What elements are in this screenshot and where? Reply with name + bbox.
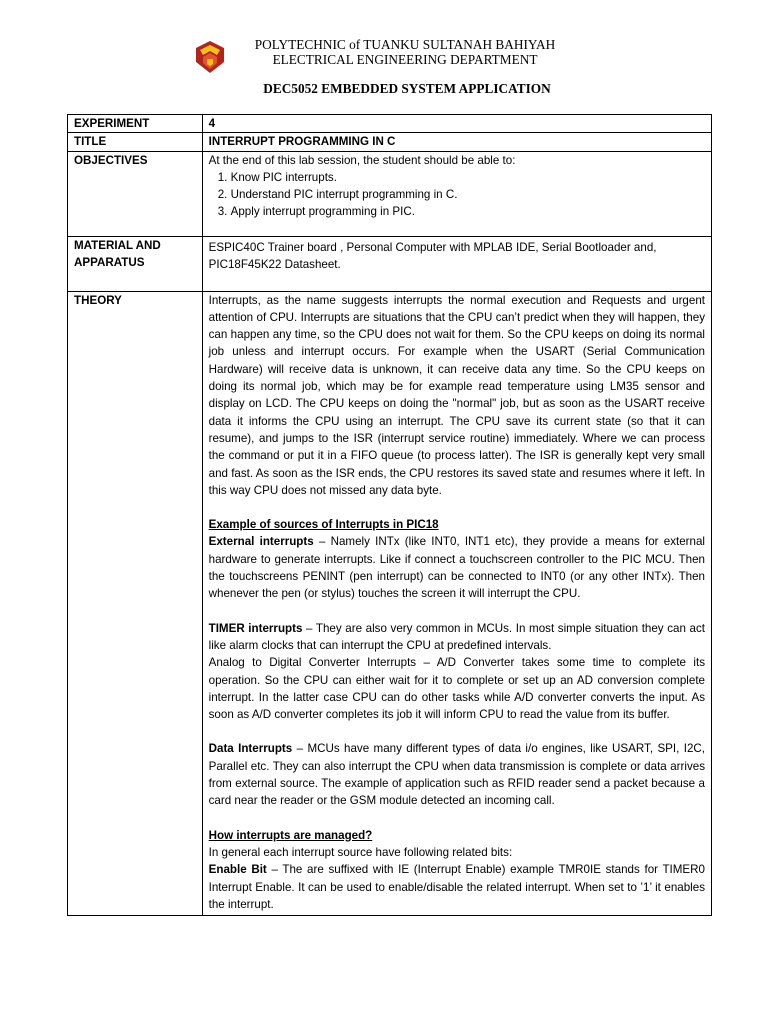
objectives-row: [68, 151, 712, 236]
enable-bit-paragraph: [209, 861, 705, 913]
enable-bit-text: – The are suffixed with IE (Interrupt Enable) example TMR0IE stands for TIMER0 Interrupt Enable. It can be used to enable/disable the related interrupt. When set to ’1’ it enables the interrupt.: [208, 863, 705, 911]
document-header: [0, 0, 768, 110]
objective-item: 1. Know PIC interrupts.: [231, 169, 705, 186]
lab-sheet-table: [67, 114, 712, 916]
polytechnic-logo: [191, 38, 229, 76]
material-value: ESPIC40C Trainer board , Personal Computer with MPLAB IDE, Serial Bootloader and, PIC18F45K22 Datasheet.: [202, 236, 711, 291]
theory-row: [68, 291, 712, 916]
sources-heading: Example of sources of Interrupts in PIC18: [208, 518, 439, 532]
objectives-value: [202, 151, 711, 236]
enable-bit-lead: Enable Bit: [208, 863, 267, 877]
institution-name: POLYTECHNIC of TUANKU SULTANAH BAHIYAH: [254, 37, 556, 52]
managed-heading: How interrupts are managed?: [208, 828, 373, 842]
external-interrupts-paragraph: [209, 533, 705, 602]
managed-intro: In general each interrupt source have following related bits:: [208, 845, 513, 859]
theory-value: [202, 291, 711, 916]
data-interrupts-lead: Data Interrupts: [208, 742, 293, 756]
experiment-row: [68, 115, 712, 133]
title-row: [68, 133, 712, 151]
title-label: TITLE: [68, 133, 203, 151]
timer-interrupts-text: – They are also very common in MCUs. In most simple situation they can act like alarm clocks that can interrupt the CPU at predefined intervals.: [208, 621, 705, 652]
objective-item: 3. Apply interrupt programming in PIC.: [231, 203, 705, 220]
objectives-intro: At the end of this lab session, the student should be able to:: [208, 153, 516, 167]
department-name: ELECTRICAL ENGINEERING DEPARTMENT: [272, 52, 538, 67]
data-interrupts-text: – MCUs have many different types of data i/o engines, like USART, SPI, I2C, Parallel etc. They can also interrupt the CPU when data transmission is complete or data arrives from external source. The example of application such as RFID reader send a packet because a card near the reader or the GSM module detected an incoming call.: [208, 742, 705, 808]
experiment-label: EXPERIMENT: [68, 115, 203, 133]
title-value: INTERRUPT PROGRAMMING IN C: [202, 133, 711, 151]
timer-interrupts-lead: TIMER interrupts: [208, 621, 303, 635]
objectives-label: OBJECTIVES: [68, 151, 203, 236]
data-interrupts-paragraph: [209, 740, 705, 809]
external-interrupts-lead: External interrupts: [208, 535, 314, 549]
objectives-list: [209, 169, 705, 221]
material-row: [68, 236, 712, 291]
experiment-value: 4: [202, 115, 711, 133]
timer-interrupts-paragraph: [209, 620, 705, 655]
theory-intro-paragraph: Interrupts, as the name suggests interrupts the normal execution and Requests and urgent attention of CPU. Interrupts are situations that the CPU can’t predict when they will happen, they can happen any time, so the CPU does not wait for them. So the CPU keeps on doing its normal job unless and interrupt occurs. For example when the USART (Serial Communication Hardware) will receive data is unknown, it can receive data any time. So the CPU keeps on doing its normal job, which may be for example read temperature using LM35 sensor and display on LCD. The CPU keeps on doing the "normal" job, but as soon as the USART receive data it informs the CPU using an interrupt. The CPU save its current state (so that it can resume), and jumps to the ISR (interrupt service routine) immediately. Where we can process the command or put it in a FIFO queue (to process latter). The ISR is generally kept very small and fast. As soon as the ISR ends, the CPU restores its saved state and resumes where it left. In this way CPU does not missed any data byte.: [208, 293, 705, 497]
adc-interrupts-paragraph: Analog to Digital Converter Interrupts – A/D Converter takes some time to complete its operation. So the CPU can either wait for it to complete or set up an AD conversion complete interrupt. In the latter case CPU can do other tasks while A/D converter converts the input. As soon as A/D converter completes its job it will inform CPU to read the value from its buffer.: [208, 656, 705, 722]
theory-label: THEORY: [68, 291, 203, 916]
objective-item: 2. Understand PIC interrupt programming in C.: [231, 186, 705, 203]
course-title: DEC5052 EMBEDDED SYSTEM APPLICATION: [263, 81, 551, 96]
institution-block: [250, 37, 560, 67]
external-interrupts-text: – Namely INTx (like INT0, INT1 etc), they provide a means for external hardware to generate interrupts. Like if connect a touchscreen controller to the PIC MCU. Then the touchscreens PENINT (pen interrupt) can be connected to INT0 (or any other INTx). Then whenever the pen (or stylus) touches the screen it will interrupt the CPU.: [208, 535, 705, 601]
material-label: MATERIAL AND APPARATUS: [68, 236, 203, 291]
